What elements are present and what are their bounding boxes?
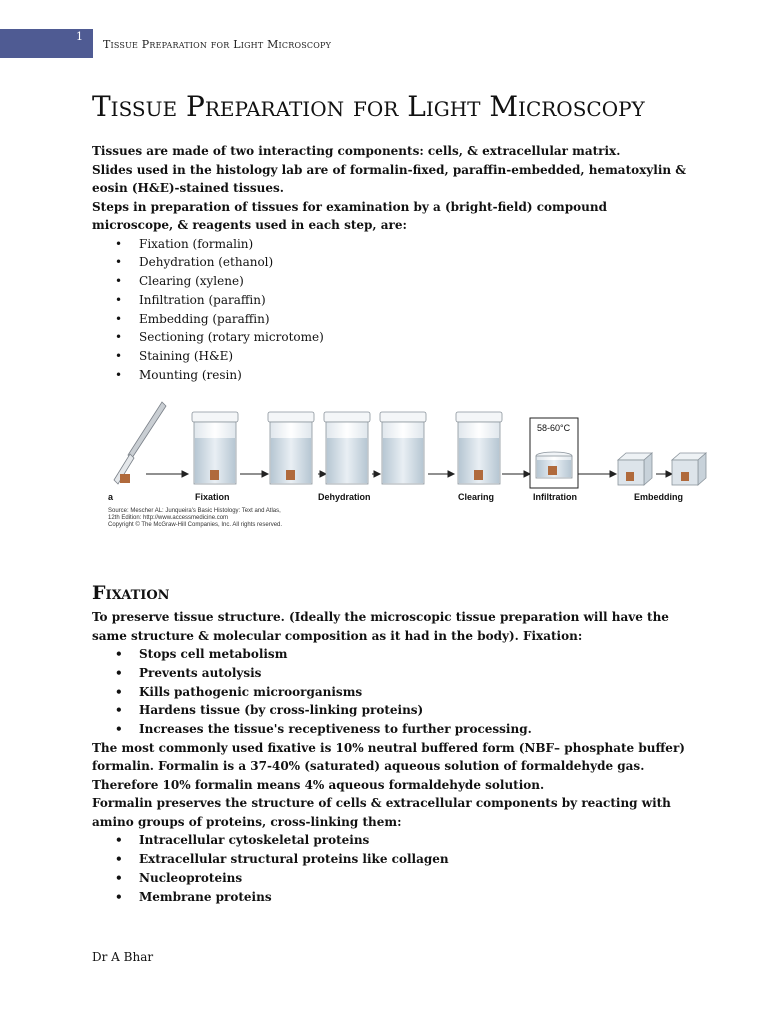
- protein-list: [92, 831, 692, 906]
- fixation-section: [92, 608, 692, 907]
- list-item: • Fixation (formalin): [92, 235, 692, 254]
- list-item: • Infiltration (paraffin): [92, 291, 692, 310]
- list-item: • Kills pathogenic microorganisms: [92, 683, 692, 702]
- clearing-jar-icon: [456, 412, 502, 484]
- list-item: • Staining (H&E): [92, 347, 692, 366]
- dehydration-jar-1-icon: [268, 412, 314, 484]
- formalin-preserve-paragraph: Formalin preserves the structure of cells & extracellular components by reacting with amino groups of proteins, cross-linking them:: [92, 796, 671, 829]
- figure-panel-label: a: [108, 492, 114, 502]
- list-item: • Prevents autolysis: [92, 664, 692, 683]
- fixation-label: Fixation: [195, 492, 230, 502]
- embedding-label: Embedding: [634, 492, 683, 502]
- figure-source-line-2: 12th Edition: http://www.accessmedicine.com: [108, 515, 229, 521]
- figure-source: [108, 508, 282, 529]
- dehydration-label: Dehydration: [318, 492, 371, 502]
- fixation-heading: Fixation: [92, 582, 170, 604]
- list-item: • Sectioning (rotary microtome): [92, 328, 692, 347]
- page-title: Tissue Preparation for Light Microscopy: [92, 90, 645, 123]
- page-number: 1: [76, 30, 83, 43]
- clearing-label: Clearing: [458, 492, 495, 502]
- list-item: • Increases the tissue's receptiveness to further processing.: [92, 720, 692, 739]
- fixation-effects-list: [92, 645, 692, 739]
- fixation-intro: To preserve tissue structure. (Ideally the microscopic tissue preparation will have the same structure & molecular composition as it had in the body). Fixation:: [92, 610, 669, 643]
- fixation-jar-icon: [192, 412, 238, 484]
- figure-copyright: Copyright © The McGraw-Hill Companies, Inc. All rights reserved.: [108, 522, 283, 528]
- dehydration-jar-2-icon: [324, 412, 370, 484]
- tissue-sample-icon: [120, 474, 130, 483]
- running-header: Tissue Preparation for Light Microscopy: [103, 38, 332, 51]
- list-item: • Nucleoproteins: [92, 869, 692, 888]
- list-item: • Hardens tissue (by cross-linking proteins): [92, 701, 692, 720]
- footer-author: Dr A Bhar: [92, 950, 154, 964]
- list-item: • Intracellular cytoskeletal proteins: [92, 831, 692, 850]
- list-item: • Stops cell metabolism: [92, 645, 692, 664]
- infiltration-label: Infiltration: [533, 492, 577, 502]
- figure-source-line-1: Source: Mescher AL: Junqueira's Basic Histology: Text and Atlas,: [108, 508, 281, 514]
- embedding-block-1-icon: [618, 453, 652, 485]
- list-item: • Dehydration (ethanol): [92, 253, 692, 272]
- intro-section: [92, 142, 692, 385]
- intro-line-1: Tissues are made of two interacting components: cells, & extracellular matrix.: [92, 144, 621, 158]
- list-item: • Membrane proteins: [92, 888, 692, 907]
- list-item: • Clearing (xylene): [92, 272, 692, 291]
- temperature-label: 58-60°C: [537, 423, 571, 433]
- intro-line-2: Slides used in the histology lab are of formalin-fixed, paraffin-embedded, hematoxylin & eosin (H&E)-stained tissues.: [92, 162, 687, 195]
- embedding-block-2-icon: [672, 453, 706, 485]
- dehydration-jar-3-icon: [380, 412, 426, 484]
- list-item: • Extracellular structural proteins like collagen: [92, 850, 692, 869]
- intro-line-3: Steps in preparation of tissues for examination by a (bright-field) compound microscope, & reagents used in each step, are:: [92, 199, 607, 232]
- formalin-paragraph: The most commonly used fixative is 10% neutral buffered form (NBF– phosphate buffer) formalin. Formalin is a 37-40% (saturated) aqueous solution of formaldehyde gas. Therefore 10% formalin means 4% aqueous formaldehyde solution.: [92, 740, 685, 792]
- list-item: • Mounting (resin): [92, 366, 692, 385]
- list-item: • Embedding (paraffin): [92, 310, 692, 329]
- scalpel-icon: [114, 402, 166, 484]
- tissue-processing-figure: [104, 398, 724, 538]
- steps-list: [92, 235, 692, 385]
